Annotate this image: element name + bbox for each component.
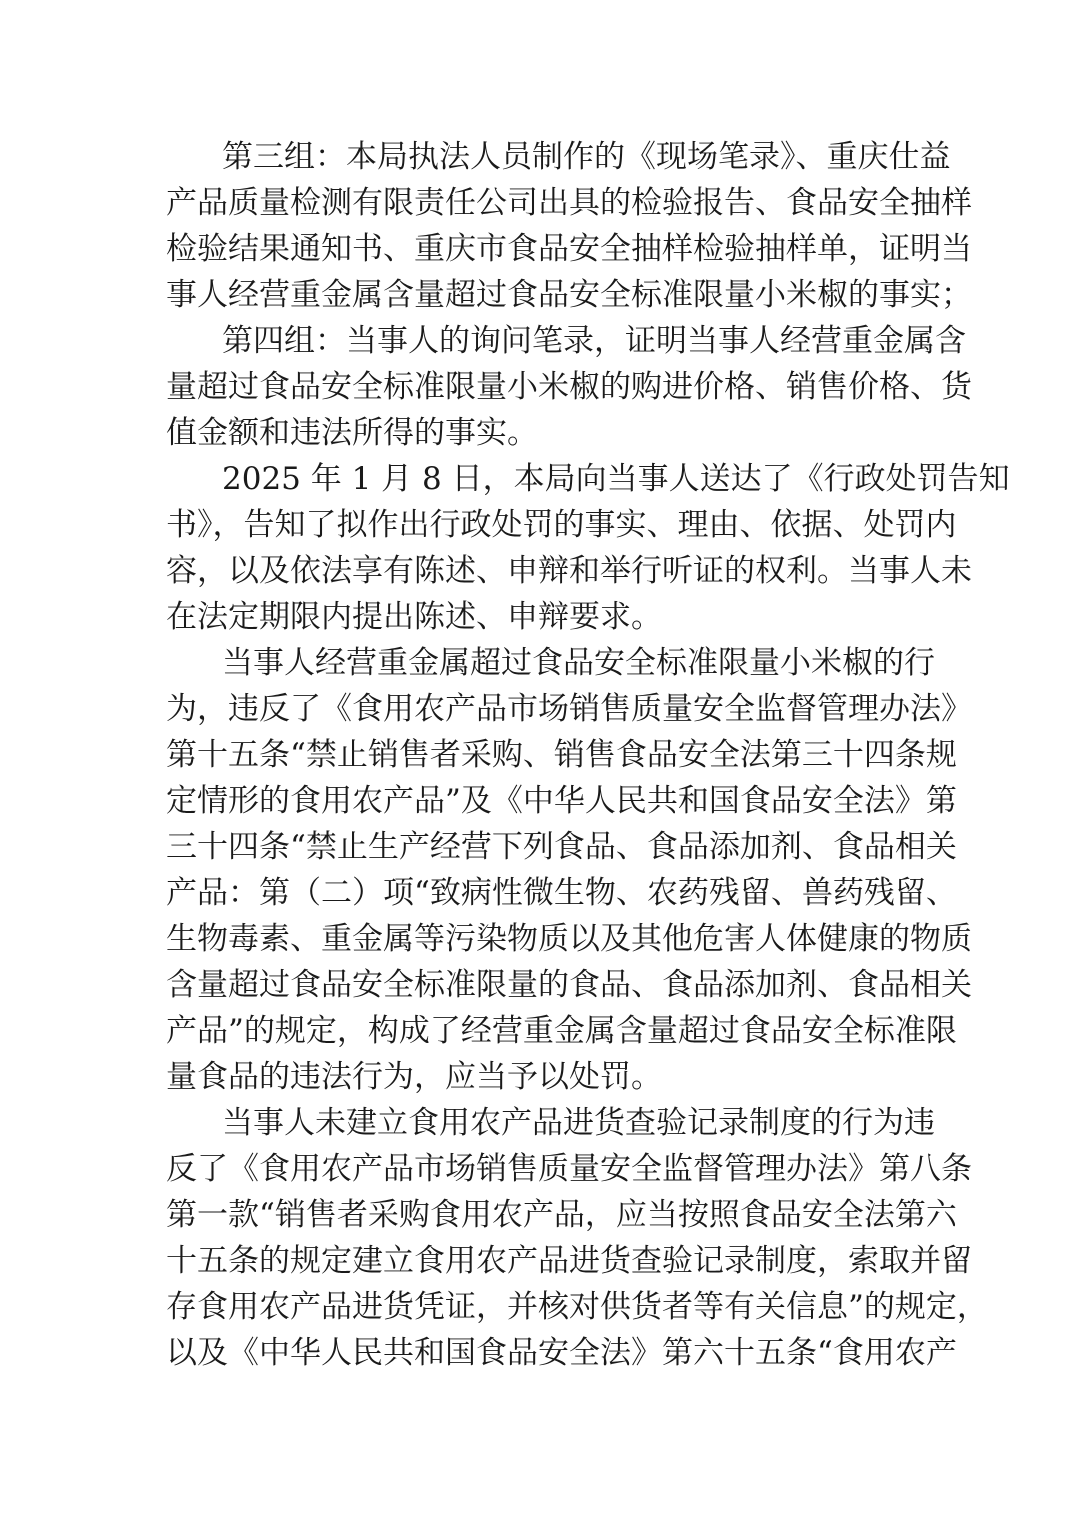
paragraph-line: 产品质量检测有限责任公司出具的检验报告、食品安全抽样 — [166, 185, 972, 221]
paragraph-line: 十五条的规定建立食用农产品进货查验记录制度，索取并留 — [166, 1243, 972, 1279]
paragraph-line: 含量超过食品安全标准限量的食品、食品添加剂、食品相关 — [166, 967, 972, 1003]
paragraph-line: 当事人经营重金属超过食品安全标准限量小米椒的行 — [222, 645, 935, 681]
paragraph-line: 产品”的规定，构成了经营重金属含量超过食品安全标准限 — [166, 1013, 957, 1049]
paragraph-line: 第四组：当事人的询问笔录，证明当事人经营重金属含 — [222, 323, 966, 359]
paragraph-line: 量食品的违法行为，应当予以处罚。 — [166, 1059, 662, 1095]
paragraph-line: 第十五条“禁止销售者采购、销售食品安全法第三十四条规 — [166, 737, 957, 773]
paragraph-line: 存食用农产品进货凭证，并核对供货者等有关信息”的规定， — [166, 1289, 988, 1325]
paragraph-line: 量超过食品安全标准限量小米椒的购进价格、销售价格、货 — [166, 369, 972, 405]
paragraph-line: 当事人未建立食用农产品进货查验记录制度的行为违 — [222, 1105, 935, 1141]
paragraph-line: 定情形的食用农产品”及《中华人民共和国食品安全法》第 — [166, 783, 957, 819]
paragraph-line: 第三组：本局执法人员制作的《现场笔录》、重庆仕益 — [222, 139, 951, 175]
paragraph-line: 以及《中华人民共和国食品安全法》第六十五条“食用农产 — [166, 1335, 957, 1371]
paragraph-line: 书》，告知了拟作出行政处罚的事实、理由、依据、处罚内 — [166, 507, 957, 543]
paragraph-line: 容，以及依法享有陈述、申辩和举行听证的权利。当事人未 — [166, 553, 972, 589]
paragraph-line: 第一款“销售者采购食用农产品，应当按照食品安全法第六 — [166, 1197, 957, 1233]
paragraph-line: 反了《食用农产品市场销售质量安全监督管理办法》第八条 — [166, 1151, 972, 1187]
paragraph-line: 产品：第（二）项“致病性微生物、农药残留、兽药残留、 — [166, 875, 957, 911]
paragraph-line: 为，违反了《食用农产品市场销售质量安全监督管理办法》 — [166, 691, 972, 727]
paragraph-line: 在法定期限内提出陈述、申辩要求。 — [166, 599, 662, 635]
paragraph-line: 值金额和违法所得的事实。 — [166, 415, 538, 451]
paragraph-line: 生物毒素、重金属等污染物质以及其他危害人体健康的物质 — [166, 921, 972, 957]
paragraph-line: 三十四条“禁止生产经营下列食品、食品添加剂、食品相关 — [166, 829, 957, 865]
paragraph-line: 事人经营重金属含量超过食品安全标准限量小米椒的事实； — [166, 277, 972, 313]
paragraph-line: 检验结果通知书、重庆市食品安全抽样检验抽样单，证明当 — [166, 231, 972, 267]
paragraph-line: 2025 年 1 月 8 日，本局向当事人送达了《行政处罚告知 — [222, 461, 1010, 497]
